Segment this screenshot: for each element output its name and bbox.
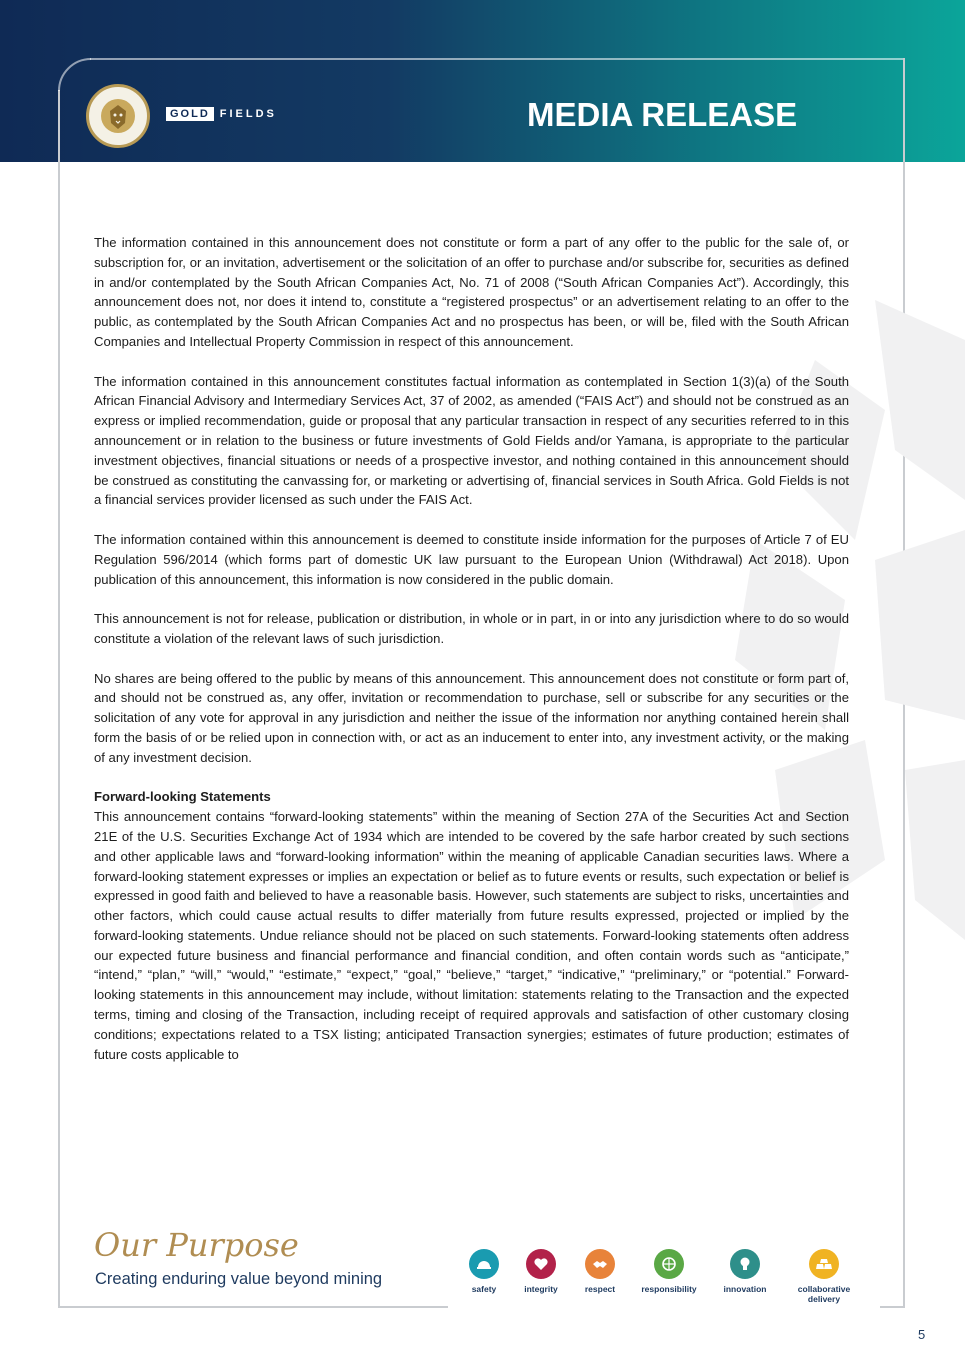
page-title: MEDIA RELEASE	[527, 96, 798, 133]
paragraph-inside-information: The information contained within this announcement is deemed to constitute inside information for the purposes of Article 7 of EU Regulation 596/2014 (which forms part of domestic UK law pursuant to the European Union (Withdrawal) Act 2018). Upon publication of this announcement, this information is now considered in the public domain.	[94, 531, 849, 587]
gold-bars-icon	[809, 1249, 839, 1279]
frame-line-bottom	[58, 1306, 448, 1308]
our-purpose-script: Our Purpose	[94, 1226, 299, 1264]
paragraph-forward-looking: This announcement contains “forward-looking statements” within the meaning of Section 27A of the Securities Act and Section 21E of the U.S. Securities Exchange Act of 1934 which are intended to be covered by the safe harbor created by such sections and other applicable laws and “forward-looking information” within the meaning of applicable Canadian securities laws. Where a forward-looking statement expresses or implies an expectation or belief as to future events or results, such expectation or belief is expressed in good faith and believed to have a reasonable basis. However, such statements are subject to risks, uncertainties and other factors, which could cause actual results to differ materially from future results expressed, projected or implied by the forward-looking statements. Undue reliance should not be placed on such statements. Forward-looking statements often address our expected future business and financial performance and financial condition, and often contain words such as “anticipate,” “intend,” “plan,” “will,” “would,” “estimate,” “expect,” “goal,” “believe,” “target,” “indicative,” “preliminary,” or “potential.” Forward-looking statements in this announcement may include, without limitation: statements relating to the Transaction and the expected terms, timing and closing of the Transaction, including receipt of required approvals and satisfaction of other customary closing conditions; expectations related to a TSX listing; anticipated Transaction synergies; estimates of future production; estimates of future costs applicable to	[94, 809, 849, 1062]
paragraph-no-offer: No shares are being offered to the public by means of this announcement. This announcement does not constitute or form part of, and should not be construed as, any offer, invitation or recommendation to purchase, sell or subscribe for any securities or the solicitation of any vote for approval in any jurisdiction and neither the issue of the information nor anything contained herein shall form the basis of or be relied upon in connection with, or act as an inducement to enter into, any investment activity, or the making of any investment decision.	[94, 670, 849, 765]
lion-icon	[98, 96, 138, 136]
handshake-icon	[585, 1249, 615, 1279]
forward-looking-heading: Forward-looking Statements	[94, 789, 271, 805]
frame-line-bottom-right	[880, 1306, 905, 1308]
page-number: 5	[918, 1327, 926, 1342]
brand-gold: GOLD	[166, 107, 214, 121]
paragraph-fais: The information contained in this announcement constitutes factual information as contemplated in Section 1(3)(a) of the South African Financial Advisory and Intermediary Services Act, 37 of 2002, as amended (“FAIS Act”) and should not be construed as an express or implied recommendation, guide or proposal that any particular transaction in respect of any securities referred to in this announcement or in relation to the business or future investments of Gold Fields and/or Yamana, is appropriate to the particular investment objectives, financial situations or needs of a prospective investor, and nothing contained in this announcement should be construed as constituting the canvassing for, or marketing or advertising of, financial services in South Africa. Gold Fields is not a financial services provider licensed as such under the FAIS Act.	[94, 373, 849, 508]
safety-icon	[469, 1249, 499, 1279]
value-label: responsibility	[641, 1284, 697, 1294]
header-banner	[0, 0, 965, 162]
purpose-tagline: Creating enduring value beyond mining	[95, 1270, 383, 1288]
value-responsibility	[634, 1249, 704, 1294]
value-label: integrity	[524, 1284, 558, 1294]
frame-line-top	[90, 58, 905, 60]
value-innovation	[710, 1249, 780, 1294]
gold-fields-wordmark	[166, 107, 277, 121]
value-respect	[565, 1249, 635, 1294]
globe-icon	[654, 1249, 684, 1279]
value-collaborative-delivery	[789, 1249, 859, 1304]
lion-logo	[86, 84, 150, 148]
value-label: safety	[471, 1284, 497, 1294]
body-text	[94, 233, 849, 1064]
brand-fields: FIELDS	[219, 108, 277, 120]
frame-corner	[58, 58, 92, 92]
value-label: collaborative delivery	[797, 1284, 851, 1304]
frame-line-left	[58, 90, 60, 1308]
heart-icon	[526, 1249, 556, 1279]
values-row	[460, 1249, 870, 1309]
lightbulb-icon	[730, 1249, 760, 1279]
value-label: innovation	[723, 1284, 767, 1294]
paragraph-distribution: This announcement is not for release, publication or distribution, in whole or in part, in or into any jurisdiction where to do so would constitute a violation of the relevant laws of such jurisdiction.	[94, 611, 849, 646]
paragraph-prospectus: The information contained in this announcement does not constitute or form a part of any offer to the public for the sale of, or subscription for, or an invitation, advertisement or the solicitation of an offer to purchase and/or subscribe for, securities as defined in and/or contemplated by the South African Companies Act, No. 71 of 2008 (“South African Companies Act”). Accordingly, this announcement does not, nor does it intend to, constitute a “registered prospectus” or an advertisement relating to an offer to the public, as contemplated by the South African Companies Act and no prospectus has been, or will be, filed with the South African Companies and Intellectual Property Commission in respect of this announcement.	[94, 235, 849, 349]
value-label: respect	[584, 1284, 616, 1294]
